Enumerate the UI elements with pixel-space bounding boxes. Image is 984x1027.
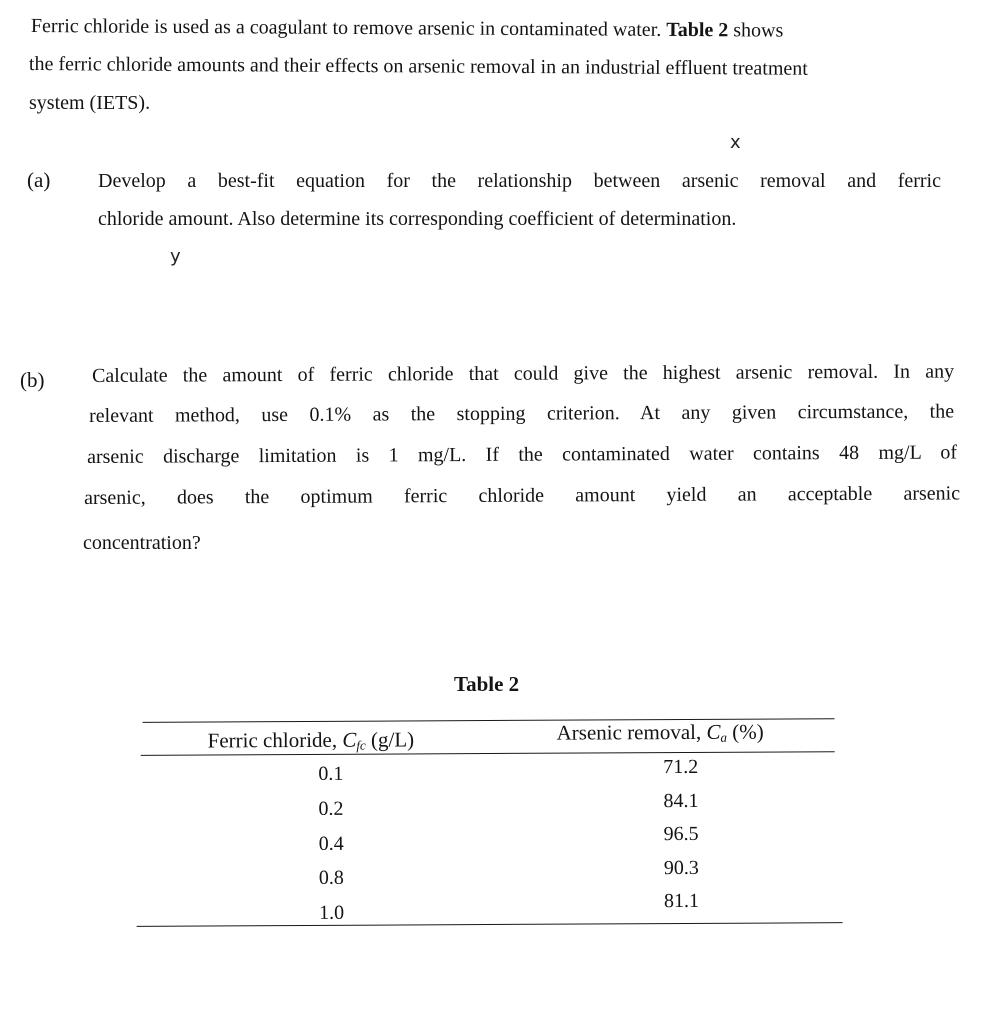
handwritten-x-mark: x (730, 132, 741, 153)
part-b-line-5: concentration? (83, 532, 201, 554)
table-cell-removal-1: 84.1 (663, 789, 699, 813)
table-cell-removal-3: 90.3 (663, 856, 699, 880)
part-a-line-2: chloride amount. Also determine its corresponding coefficient of determination. (98, 208, 737, 230)
table-bottom-rule (137, 922, 843, 927)
table-cell-fc-4: 1.0 (318, 901, 345, 924)
part-a-label: (a) (27, 168, 51, 192)
column-header-arsenic-removal: Arsenic removal, $C_a$ (%) (556, 719, 764, 745)
table-cell-fc-0: 0.1 (318, 762, 344, 785)
intro-line-3: system (IETS). (29, 92, 151, 114)
intro-line-2: the ferric chloride amounts and their effects on arsenic removal in an industrial effluent treatment (28, 52, 808, 80)
part-b-label: (b) (20, 368, 45, 392)
intro-text-a: Ferric chloride is used as a coagulant to remove arsenic in contaminated water. (30, 14, 662, 41)
part-a-line-1: Develop a best-fit equation for the relationship between arsenic removal and ferric (98, 170, 941, 192)
handwritten-y-mark: y (170, 246, 181, 267)
table-title: Table 2 (454, 672, 520, 696)
intro-text-b: shows (733, 19, 784, 42)
part-b-line-3: arsenic discharge limitation is 1 mg/L. If the contaminated water contains 48 mg/L of (87, 441, 958, 468)
table-cell-fc-2: 0.4 (318, 832, 344, 855)
intro-table-ref: Table 2 (666, 18, 729, 42)
table-cell-removal-2: 96.5 (663, 822, 699, 846)
part-b-line-1: Calculate the amount of ferric chloride that could give the highest arsenic removal. In any (92, 360, 955, 387)
column-header-ferric-chloride: Ferric chloride, $C_{fc}$ (g/L) (207, 727, 415, 753)
table-cell-removal-4: 81.1 (663, 889, 700, 913)
part-b-line-4: arsenic, does the optimum ferric chloride amount yield an acceptable arsenic (84, 482, 961, 509)
table-cell-removal-0: 71.2 (663, 755, 699, 779)
table-cell-fc-1: 0.2 (318, 797, 344, 820)
table-cell-fc-3: 0.8 (318, 866, 344, 889)
part-b-line-2: relevant method, use 0.1% as the stopping criterion. At any given circumstance, the (89, 400, 955, 427)
